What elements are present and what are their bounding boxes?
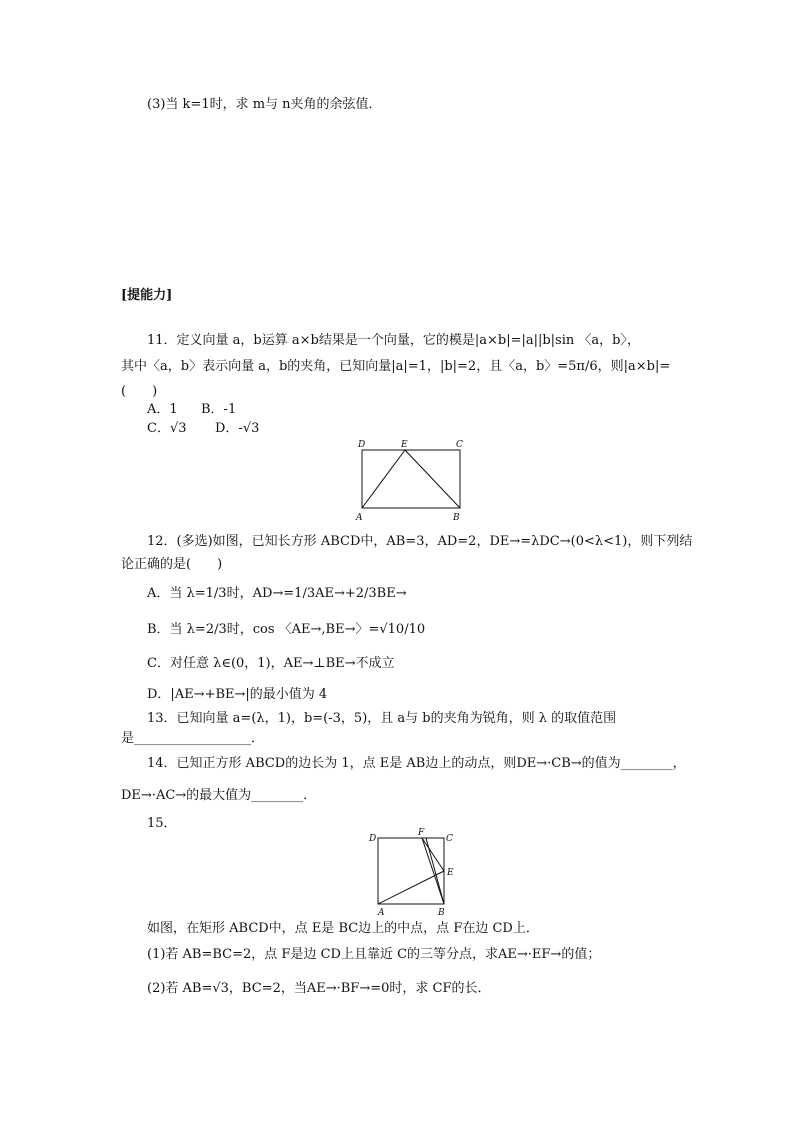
q15-part1: (1)若 AB=BC=2，点 F是边 CD上且靠近 C的三等分点，求AE→·EF→的值； — [147, 947, 601, 962]
q12-option-d: D．|AE→+BE→|的最小值为 4 — [147, 687, 328, 702]
q11-option-a: A．1 — [147, 402, 178, 417]
q15-stem: 如图，在矩形 ABCD中，点 E是 BC边上的中点，点 F在边 CD上． — [147, 921, 539, 936]
label-d: D — [358, 440, 366, 450]
q12-option-b: B．当 λ=2/3时，cos 〈AE→,BE→〉=√10/10 — [147, 622, 426, 637]
q11-option-b: B．-1 — [201, 402, 237, 417]
label-b: B — [453, 513, 460, 523]
q11-line1: 11．定义向量 a，b运算 a×b结果是一个向量，它的模是|a×b|=|a||b|sin 〈a，b〉， — [147, 333, 640, 348]
segment-ae — [362, 450, 405, 508]
q13-line2: 是__________________． — [121, 731, 265, 746]
q12-option-c: C．对任意 λ∈(0，1)，AE→⊥BE→不成立 — [147, 656, 395, 671]
q11-option-d: D．-√3 — [215, 421, 260, 436]
label-e: E — [401, 440, 408, 450]
label-d: D — [369, 834, 377, 844]
q11-line3: ( ) — [121, 384, 158, 399]
q12-line1: 12．(多选)如图，已知长方形 ABCD中，AB=3，AD=2，DE→=λDC→(0<λ<1)，则下列结 — [147, 534, 693, 549]
q12-line2: 论正确的是( ) — [121, 557, 223, 572]
segment-af-partial — [426, 838, 444, 904]
q14-line1: 14．已知正方形 ABCD的边长为 1，点 E是 AB边上的动点，则DE→·CB→的值为________， — [147, 756, 686, 771]
label-c: C — [456, 440, 463, 450]
segment-ae — [378, 871, 444, 904]
section-heading: [提能力] — [121, 288, 173, 303]
label-e: E — [447, 868, 454, 878]
q13-line1: 13．已知向量 a=(λ，1)，b=(-3，5)，且 a与 b的夹角为锐角，则 λ 的取值范围 — [147, 711, 617, 726]
rectangle-abcd — [362, 450, 460, 508]
q12-option-a: A．当 λ=1/3时，AD→=1/3AE→+2/3BE→ — [147, 586, 407, 601]
q11-line2: 其中〈a，b〉表示向量 a，b的夹角，已知向量|a|=1，|b|=2，且〈a，b〉=5π/6，则|a×b|= — [121, 359, 671, 374]
label-a: A — [356, 513, 363, 523]
q10-part3: (3)当 k=1时，求 m与 n夹角的余弦值． — [147, 97, 382, 112]
segment-ef — [422, 838, 444, 871]
rectangle-abcd — [378, 838, 444, 904]
label-a: A — [378, 908, 385, 918]
rectangle-figure-2 — [364, 826, 460, 918]
q14-line2: DE→·AC→的最大值为________． — [121, 788, 317, 803]
label-b: B — [438, 908, 445, 918]
label-f: F — [418, 828, 425, 838]
segment-be — [405, 450, 460, 508]
label-c: C — [446, 834, 453, 844]
segment-bf — [422, 838, 444, 904]
q11-option-c: C．√3 — [147, 421, 187, 436]
q15-part2: (2)若 AB=√3，BC=2，当AE→·BF→=0时，求 CF的长． — [147, 981, 491, 996]
rectangle-figure-1 — [350, 436, 475, 526]
q15-number: 15． — [147, 816, 177, 831]
